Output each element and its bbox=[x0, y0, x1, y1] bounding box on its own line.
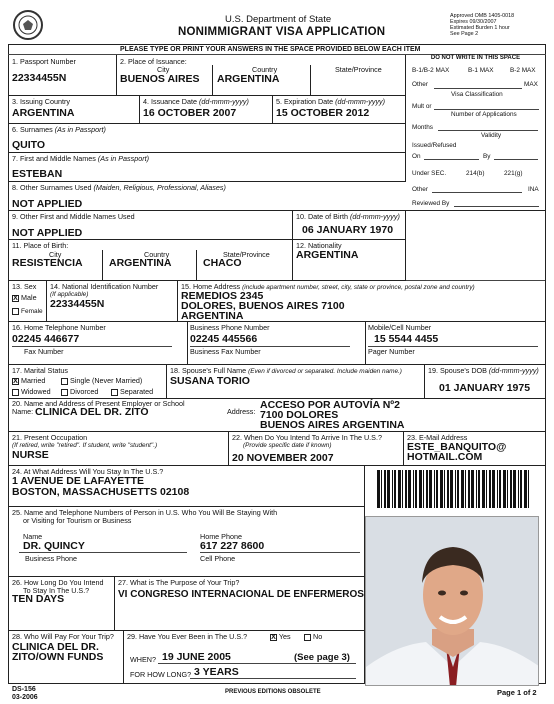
arrival-date-field[interactable]: 22. When Do You Intend To Arrive In The U.S.? (Provide specific date if known) 20 NOVEMBER 2007 bbox=[229, 432, 404, 466]
place-of-birth-field[interactable]: 11. Place of Birth: City Country State/Province RESISTENCIA ARGENTINA CHACO bbox=[9, 240, 293, 281]
state-seal-icon bbox=[13, 10, 43, 40]
widowed-checkbox[interactable] bbox=[12, 389, 19, 396]
female-checkbox[interactable] bbox=[12, 308, 19, 315]
nationality-field[interactable]: 12. Nationality ARGENTINA bbox=[293, 240, 406, 281]
form-number: DS-156 03-2006 bbox=[12, 686, 38, 701]
male-checkbox[interactable]: X bbox=[13, 294, 18, 302]
employer-field[interactable]: 20. Name and Address of Present Employer or School Name: CLINICA DEL DR. ZITO Address: ACCESO POR AUTOVÍA Nº2 7100 DOLORES BUENOS AIRES ARGENTINA bbox=[9, 399, 545, 432]
form-title: NONIMMIGRANT VISA APPLICATION bbox=[178, 26, 386, 38]
surnames-field[interactable]: 6. Surnames (As in Passport) QUITO bbox=[9, 124, 406, 153]
national-id-field[interactable]: 14. National Identification Number (If applicable) 22334455N bbox=[47, 281, 178, 322]
sex-field[interactable]: 13. Sex X Male Female bbox=[9, 281, 47, 322]
page-number: Page 1 of 2 bbox=[497, 688, 537, 697]
passport-number-field[interactable]: 1. Passport Number 22334455N bbox=[9, 55, 117, 96]
us-address-field[interactable]: 24. At What Address Will You Stay In The U.S.? 1 AVENUE DE LAFAYETTE BOSTON, MASSACHUSETTS 02108 bbox=[9, 466, 365, 507]
spouse-dob-field[interactable]: 19. Spouse's DOB (dd-mmm-yyyy) 01 JANUARY 1975 bbox=[425, 365, 545, 399]
us-contact-field[interactable]: 25. Name and Telephone Numbers of Person in U.S. Who You Will Be Staying With or Visiting for Tourism or Business Name DR. QUINCY Business Phone Home Phone 617 227 8600 Cell Phone bbox=[9, 507, 365, 577]
issuance-country-value: ARGENTINA bbox=[217, 73, 280, 85]
visited-no-checkbox[interactable] bbox=[304, 634, 311, 641]
visited-yes-checkbox[interactable]: X bbox=[271, 633, 276, 641]
separated-checkbox[interactable] bbox=[111, 389, 118, 396]
stay-length-field[interactable]: 26. How Long Do You Intend To Stay In The U.S.? TEN DAYS bbox=[9, 577, 115, 631]
obsolete-notice: PREVIOUS EDITIONS OBSOLETE bbox=[225, 689, 321, 695]
passport-number-value: 22334455N bbox=[12, 72, 67, 84]
first-middle-names-field[interactable]: 7. First and Middle Names (As in Passport) ESTEBAN bbox=[9, 153, 406, 182]
other-surnames-field[interactable]: 8. Other Surnames Used (Maiden, Religious, Professional, Aliases) NOT APPLIED bbox=[9, 182, 545, 211]
expiration-date-field[interactable]: 5. Expiration Date (dd-mmm-yyyy) 15 OCTOBER 2012 bbox=[273, 96, 406, 124]
omb-info: Approved OMB 1405-0018 Expires 09/30/2007 Estimated Burden 1 hour See Page 2 bbox=[450, 13, 515, 37]
married-checkbox[interactable]: X bbox=[13, 377, 18, 385]
phone-field[interactable]: 16. Home Telephone Number 02245 446677 Fax Number Business Phone Number 02245 445566 Business Fax Number Mobile/Cell Number 15 5544 4455 Pager Number bbox=[9, 322, 545, 365]
issuing-country-field[interactable]: 3. Issuing Country ARGENTINA bbox=[9, 96, 140, 124]
instructions: PLEASE TYPE OR PRINT YOUR ANSWERS IN THE SPACE PROVIDED BELOW EACH ITEM bbox=[120, 46, 421, 53]
marital-status-field[interactable]: 17. Marital Status X Married Single (Never Married) Widowed Divorced Separated bbox=[9, 365, 167, 399]
other-names-field[interactable]: 9. Other First and Middle Names Used NOT APPLIED bbox=[9, 211, 293, 240]
place-of-issuance-field[interactable]: 2. Place of Issuance: City Country State/Province BUENOS AIRES ARGENTINA bbox=[117, 55, 406, 96]
email-field[interactable]: 23. E-Mail Address ESTE_BANQUITO@ HOTMAIL.COM bbox=[404, 432, 545, 466]
trip-purpose-field[interactable]: 27. What is The Purpose of Your Trip? VI CONGRESO INTERNACIONAL DE ENFERMEROS bbox=[115, 577, 365, 631]
issuance-date-field[interactable]: 4. Issuance Date (dd-mmm-yyyy) 16 OCTOBER 2007 bbox=[140, 96, 273, 124]
home-address-field[interactable]: 15. Home Address (include apartment number, street, city, state or province, postal zone and country) REMEDIOS 2345 DOLORES, BUENOS AIRES 7100 ARGENTINA bbox=[178, 281, 545, 322]
occupation-field[interactable]: 21. Present Occupation (If retired, write "retired". If student, write "student".) NURSE bbox=[9, 432, 229, 466]
divorced-checkbox[interactable] bbox=[61, 389, 68, 396]
trip-payer-field[interactable]: 28. Who Will Pay For Your Trip? CLINICA DEL DR. ZITO/OWN FUNDS bbox=[9, 631, 124, 684]
single-checkbox[interactable] bbox=[61, 378, 68, 385]
date-of-birth-field[interactable]: 10. Date of Birth (dd-mmm-yyyy) 06 JANUARY 1970 bbox=[293, 211, 406, 240]
barcode bbox=[375, 470, 535, 508]
spouse-name-field[interactable]: 18. Spouse's Full Name (Even if divorced or separated. Include maiden name.) SUSANA TORIO bbox=[167, 365, 425, 399]
us-visit-history-field[interactable]: 29. Have You Ever Been in The U.S.? X Yes No WHEN? 19 JUNE 2005 (See page 3) FOR HOW LONG? 3 YEARS bbox=[124, 631, 365, 684]
department-name: U.S. Department of State bbox=[225, 14, 332, 25]
applicant-photo bbox=[365, 516, 539, 686]
office-use-section: DO NOT WRITE IN THIS SPACE B-1/B-2 MAX B-1 MAX B-2 MAX Other MAX Visa Classification Mult or Number of Applications Months Validity Issued/Refused On By Under SEC. 214(b) 221(g) Other INA Reviewed By bbox=[412, 55, 539, 207]
issuance-city-value: BUENOS AIRES bbox=[120, 73, 200, 85]
